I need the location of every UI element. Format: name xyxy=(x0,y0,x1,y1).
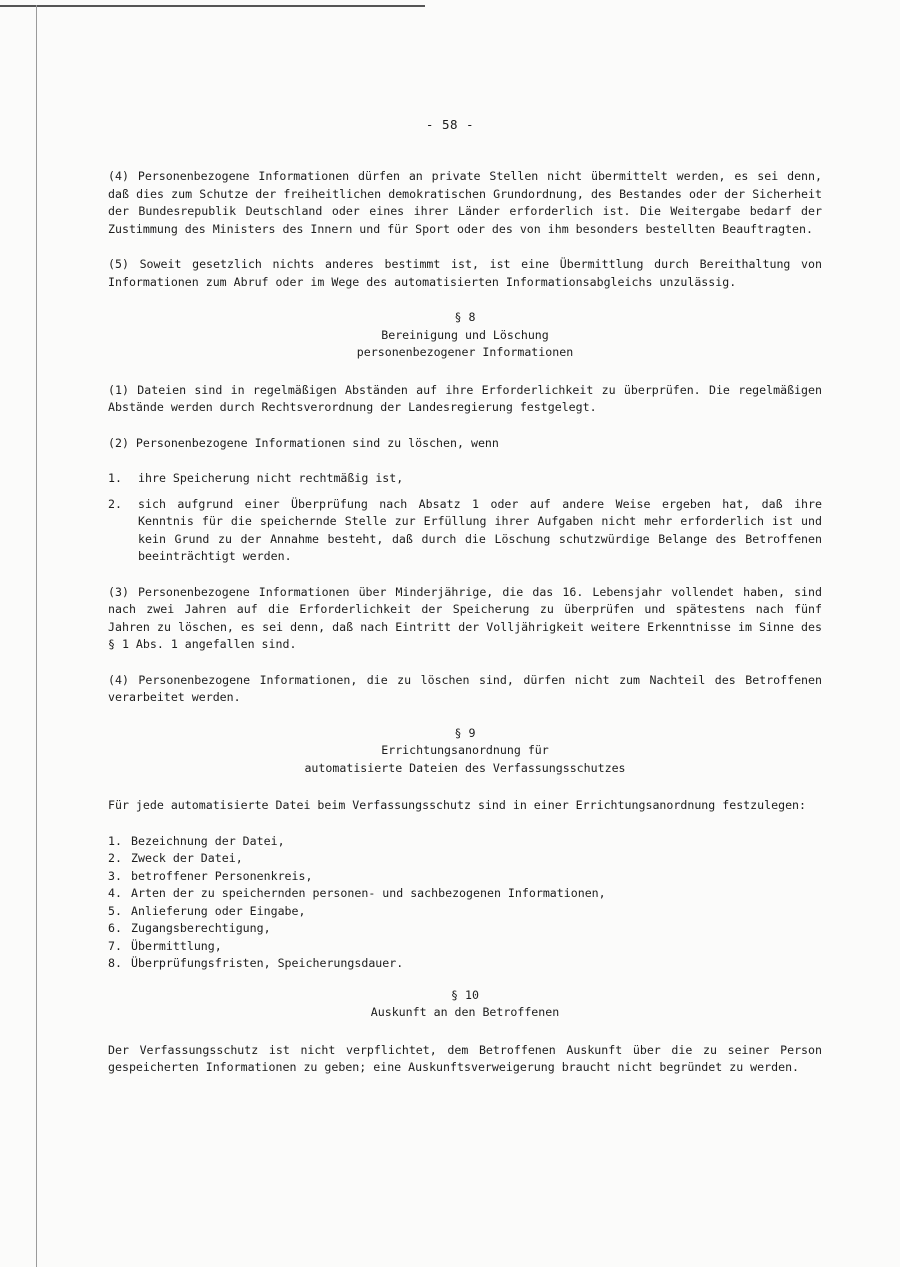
section-9-heading xyxy=(108,725,822,778)
section-10-paragraph: Der Verfassungsschutz ist nicht verpflichtet, dem Betroffenen Auskunft über die zu seiner Person gespeicherten Informationen zu geben; eine Auskunftsverweigerung braucht nicht begründet zu werden. xyxy=(108,1042,822,1074)
list-item xyxy=(108,938,822,956)
list-item-text: betroffener Personenkreis, xyxy=(131,868,313,883)
scan-edge-line xyxy=(0,5,425,7)
list-item-number: 2. xyxy=(108,496,122,511)
section-10-title: Auskunft an den Betroffenen xyxy=(370,1005,560,1019)
section-8-paragraph-2: (2) Personenbezogene Informationen sind zu löschen, wenn xyxy=(108,435,499,450)
list-item xyxy=(108,955,822,973)
list-item xyxy=(108,903,822,921)
section-10-heading xyxy=(108,987,822,1022)
list-item-number: 2. xyxy=(108,851,122,865)
document-body xyxy=(108,168,822,1095)
list-item-text: sich aufgrund einer Überprüfung nach Absatz 1 oder auf andere Weise ergeben hat, daß ihre Kenntnis für die speichernde Stelle zur Erfüllung ihrer Aufgaben nicht mehr erforderlich ist und kein Grund zu der Annahme besteht, daß durch die Löschung schutzwürdige Belange des Betroffenen beeinträchtigt werden. xyxy=(138,496,822,563)
section-9-number: § 9 xyxy=(454,725,476,740)
list-item xyxy=(108,885,822,903)
list-item-text: Anlieferung oder Eingabe, xyxy=(131,903,306,918)
list-item-number: 3. xyxy=(108,868,122,883)
list-item xyxy=(108,920,822,938)
list-item-text: ihre Speicherung nicht rechtmäßig ist, xyxy=(138,471,404,485)
scan-left-edge xyxy=(36,5,37,1267)
section-10-number: § 10 xyxy=(451,987,479,1002)
section-9-list xyxy=(108,833,822,973)
section-8-paragraph-4: (4) Personenbezogene Informationen, die zu löschen sind, dürfen nicht zum Nachteil des Betroffenen verarbeitet werden. xyxy=(108,672,822,704)
section-9-title-line1: Errichtungsanordnung für xyxy=(381,743,549,757)
list-item-text: Arten der zu speichernden personen- und sachbezogenen Informationen, xyxy=(131,886,606,900)
list-item-number: 4. xyxy=(108,886,122,900)
section-8-paragraph-1: (1) Dateien sind in regelmäßigen Abständen auf ihre Erforderlichkeit zu überprüfen. Die regelmäßigen Abstände werden durch Rechtsverordnung der Landesregierung festgelegt. xyxy=(108,382,822,414)
section-9-intro: Für jede automatisierte Datei beim Verfassungsschutz sind in einer Errichtungsanordnung festzulegen: xyxy=(108,798,807,812)
list-item-number: 6. xyxy=(108,921,122,935)
list-item xyxy=(108,868,822,886)
list-item xyxy=(108,470,822,488)
list-item xyxy=(108,496,822,566)
paragraph-4: (4) Personenbezogene Informationen dürfen an private Stellen nicht übermittelt werden, es sei denn, daß dies zum Schutze der freiheitlichen demokratischen Grundordnung, des Bestandes oder der Sicherheit der Bundesrepublik Deutschland oder eines ihrer Länder erforderlich ist. Die Weitergabe bedarf der Zustimmung des Ministers des Innern und für Sport oder des von ihm besonders bestellten Beauftragten. xyxy=(108,169,822,236)
list-item-number: 5. xyxy=(108,903,122,918)
list-item xyxy=(108,850,822,868)
list-item xyxy=(108,833,822,851)
list-item-text: Zugangsberechtigung, xyxy=(131,921,271,935)
list-item-text: Übermittlung, xyxy=(131,938,222,953)
page-number: - 58 - xyxy=(425,117,475,132)
section-8-title-line2: personenbezogener Informationen xyxy=(356,345,574,359)
section-8-paragraph-3: (3) Personenbezogene Informationen über Minderjährige, die das 16. Lebensjahr vollendet haben, sind nach zwei Jahren auf die Erforderlichkeit der Speicherung zu überprüfen und spätestens nach fünf Jahren zu löschen, es sei denn, daß nach Eintritt der Volljährigkeit weitere Erkenntnisse im Sinne des § 1 Abs. 1 angefallen sind. xyxy=(108,584,822,651)
list-item-text: Zweck der Datei, xyxy=(131,851,243,865)
list-item-number: 8. xyxy=(108,956,122,970)
list-item-text: Überprüfungsfristen, Speicherungsdauer. xyxy=(131,956,404,970)
list-item-number: 7. xyxy=(108,938,122,953)
list-item-number: 1. xyxy=(108,471,122,485)
list-item-text: Bezeichnung der Datei, xyxy=(131,833,285,848)
section-9-title-line2: automatisierte Dateien des Verfassungsschutzes xyxy=(304,760,626,775)
section-8-number: § 8 xyxy=(454,310,476,324)
section-8-heading xyxy=(108,309,822,362)
list-item-number: 1. xyxy=(108,833,122,848)
paragraph-5: (5) Soweit gesetzlich nichts anderes bestimmt ist, ist eine Übermittlung durch Bereithaltung von Informationen zum Abruf oder im Wege des automatisierten Informationsabgleichs unzulässig. xyxy=(108,257,822,289)
section-8-title-line1: Bereinigung und Löschung xyxy=(381,327,549,342)
